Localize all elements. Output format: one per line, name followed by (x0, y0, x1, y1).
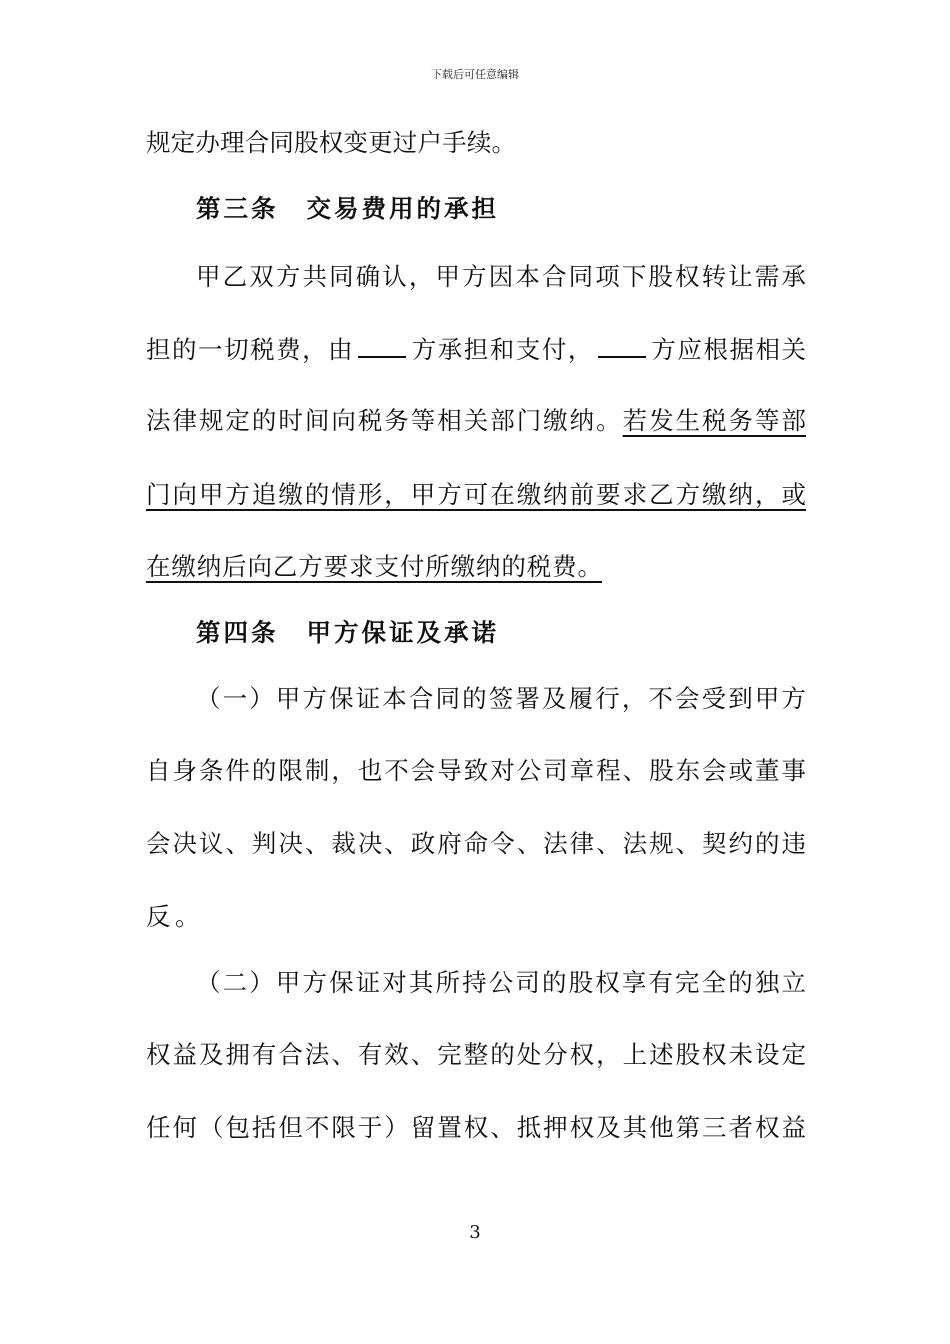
underlined-text: 若发生税务等部 (622, 406, 806, 435)
page-number: 3 (469, 1222, 481, 1243)
paragraph-line (146, 334, 806, 365)
paragraph-line: 甲乙双方共同确认，甲方因本合同项下股权转让需承 (196, 262, 806, 291)
underlined-text: 在缴纳后向乙方要求支付所缴纳的税费。 (146, 552, 602, 581)
text-segment: 担的一切税费，由 (146, 335, 355, 364)
section-heading-3 (196, 194, 806, 224)
section-heading-4 (196, 618, 806, 648)
paragraph-line (146, 552, 602, 582)
text-segment: 方应根据相关 (649, 335, 807, 364)
paragraph-line: 会决议、判决、裁决、政府命令、法律、法规、契约的违 (146, 829, 806, 858)
section-title: 甲方保证及承诺 (306, 618, 499, 647)
section-number: 第三条 (196, 194, 279, 223)
paragraph-line: 自身条件的限制，也不会导致对公司章程、股东会或董事 (146, 756, 806, 785)
fill-blank (358, 334, 406, 358)
paragraph-line (146, 406, 806, 436)
section-title: 交易费用的承担 (306, 194, 499, 223)
text-segment: 方承担和支付， (410, 335, 594, 364)
paragraph-line: （一）甲方保证本合同的签署及履行，不会受到甲方 (196, 684, 806, 713)
paragraph-line: 权益及拥有合法、有效、完整的处分权，上述股权未设定 (146, 1040, 806, 1069)
text-segment: 法律规定的时间向税务等相关部门缴纳。 (146, 406, 623, 435)
paragraph-line: 反。 (146, 902, 204, 931)
underlined-text: 门向甲方追缴的情形，甲方可在缴纳前要求乙方缴纳，或 (146, 480, 806, 509)
paragraph-line: （二）甲方保证对其所持公司的股权享有完全的独立 (196, 968, 806, 997)
section-number: 第四条 (196, 618, 279, 647)
page-header: 下载后可任意编辑 (431, 68, 519, 81)
fill-blank (598, 334, 646, 358)
paragraph-line: 规定办理合同股权变更过户手续。 (146, 128, 516, 157)
paragraph-line: 任何（包括但不限于）留置权、抵押权及其他第三者权益 (146, 1113, 806, 1142)
paragraph-line (146, 480, 806, 510)
